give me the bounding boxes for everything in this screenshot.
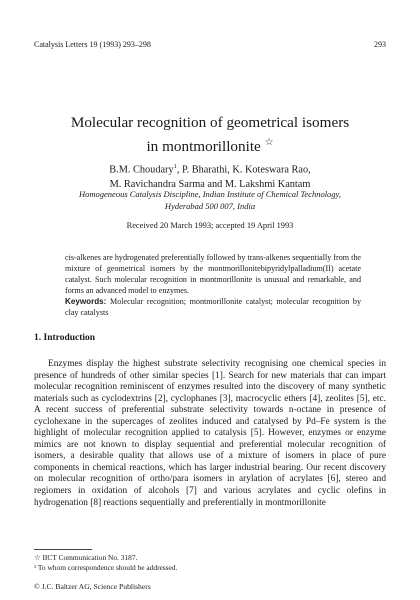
authors-line-2: M. Ravichandra Sarma and M. Lakshmi Kantam	[109, 179, 311, 191]
authors-line-1	[40, 159, 380, 177]
keywords-text: Molecular recognition; montmorillonite catalyst; molecular recognition by clay catalysts	[65, 297, 361, 317]
abstract: cis-alkenes are hydrogenated preferentially followed by trans-alkenes sequentially from the mixture of geometrical isomers by the montmorillonitebipyridylpalladium(II) acetate catalyst. Such molecular recognition in montmorillonite is unusual and remarkable, and forms an advanced model to enzymes.	[65, 253, 361, 295]
affiliation-line-1: Homogeneous Catalysis Discipline, Indian Institute of Chemical Technology,	[79, 189, 341, 199]
keywords	[65, 296, 361, 318]
article-title	[40, 113, 380, 157]
affiliation	[40, 189, 380, 212]
title-line-2-text: in montmorillonite	[146, 138, 261, 156]
affiliation-line-2: Hyderabad 500 007, India	[164, 200, 256, 211]
page-number: 293	[374, 40, 386, 49]
title-line-2	[40, 133, 380, 157]
author-footnote-mark: 1	[173, 163, 177, 170]
footnote-communication: ☆ IICT Communication No. 3187.	[34, 553, 138, 562]
copyright-notice: © J.C. Baltzer AG, Science Publishers	[34, 582, 151, 591]
received-dates: Received 20 March 1993; accepted 19 April 1993	[126, 221, 294, 230]
running-header-journal: Catalysis Letters 19 (1993) 293–298	[34, 40, 151, 49]
body-paragraph: Enzymes display the highest substrate selectivity recognising one chemical species in presence of hundreds of other similar species [1]. Search for new materials that can impart molecular recognition reminiscent of enzymes resulted into the discovery of many synthetic materials such as cyclodextrins [2], cyclophanes [3], macrocyclic ethers [4], zeolites [5], etc. A recent success of preferential substrate selectivity towards n-octane in presence of cyclohexane in the supercages of zeolites induced and catalysed by Pd–Fe system is the highlight of molecular recognition applied to catalysis [5]. However, enzymes or enzyme mimics are not known to display sequential and preferential molecular recognition of isomers, a desirable quality that allows use of a mixture of isomers in place of pure components in chemical reactions, which has larger industrial bearing. Our recent discovery on molecular recognition of ortho/para isomers in arylation of acrylates [6], stereo and regiomers in oxidation of alcohols [7] and various acrylates and cyclic olefins in hydrogenation [8] reactions sequentially and preferentially in montmorillonite	[34, 359, 386, 508]
keywords-label: Keywords:	[65, 297, 107, 306]
title-line-1: Molecular recognition of geometrical isomers	[70, 114, 350, 131]
body-text	[34, 359, 386, 509]
corresponding-author: B.M. Choudary	[109, 164, 174, 176]
footnote-correspondence: ¹ To whom correspondence should be addressed.	[34, 563, 178, 572]
section-heading: 1. Introduction	[34, 333, 96, 343]
footnote-divider	[34, 549, 92, 550]
title-footnote-mark: ☆	[264, 137, 274, 148]
authors-line-1-rest: , P. Bharathi, K. Koteswara Rao,	[176, 164, 311, 176]
author-list	[40, 159, 380, 192]
